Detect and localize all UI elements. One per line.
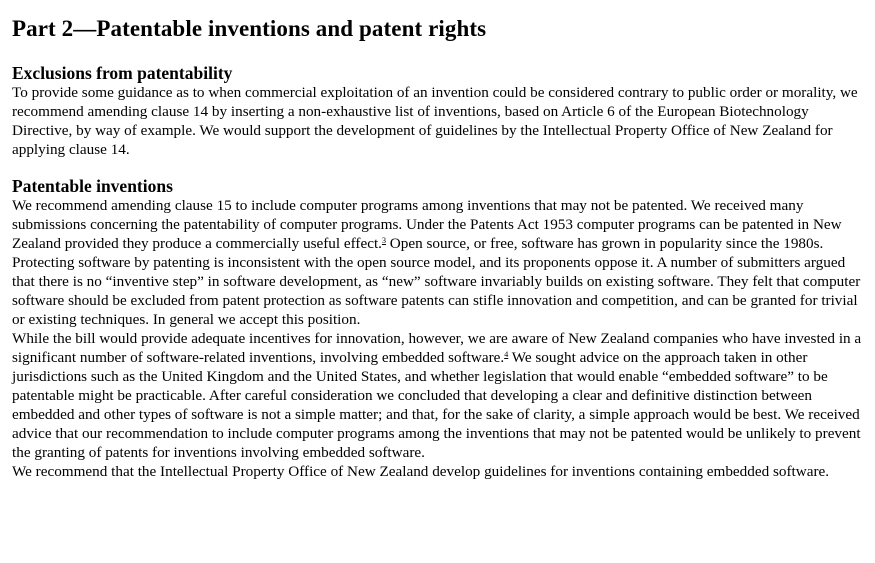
- paragraph: [12, 196, 868, 329]
- section-heading: Exclusions from patentability: [12, 63, 233, 83]
- document-page: [12, 0, 868, 481]
- paragraph: [12, 329, 868, 462]
- paragraph-text: We sought advice on the approach taken in other jurisdictions such as the United Kingdom and the United States, and whether legislation that would enable “embedded software” to be patentable might be practicable. After careful consideration we concluded that developing a clear and definitive distinction between embedded and other types of software is not a simple matter; and that, for the sake of clarity, a simple approach would be best. We received advice that our recommendation to include computer programs among the inventions that may not be patented would be unlikely to prevent the granting of patents for inventions involving embedded software.: [12, 349, 861, 461]
- paragraph: To provide some guidance as to when commercial exploitation of an invention could be considered contrary to public order or morality, we recommend amending clause 14 by inserting a non-exhaustive list of inventions, based on Article 6 of the European Biotechnology Directive, by way of example. We would support the development of guidelines by the Intellectual Property Office of New Zealand for applying clause 14.: [12, 84, 858, 158]
- page-title: Part 2—Patentable inventions and patent rights: [12, 16, 487, 41]
- paragraph-text: While the bill would provide adequate incentives for innovation, however, we are aware of New Zealand companies who have invested in a significant number of software-related inventions, involving embedded software.: [12, 330, 862, 366]
- footnote-link[interactable]: 3: [381, 236, 386, 245]
- paragraph-text: We recommend amending clause 15 to include computer programs among inventions that may not be patented. We received many submissions concerning the patentability of computer programs. Under the Patents Act 1953 computer programs can be patented in New Zealand provided they produce a commercially useful effect.: [12, 197, 842, 252]
- footnote-link[interactable]: 4: [504, 350, 509, 359]
- section-exclusions: [12, 63, 868, 159]
- section-patentable-inventions: [12, 176, 868, 481]
- paragraph-text: Open source, or free, software has grown in popularity since the 1980s. Protecting software by patenting is inconsistent with the open source model, and its proponents oppose it. A number of submitters argued that there is no “inventive step” in software development, as “new” software invariably builds on existing software. They felt that computer software should be excluded from patent protection as software patents can stifle innovation and competition, and can be granted for trivial or existing techniques. In general we accept this position.: [12, 235, 861, 328]
- section-heading: Patentable inventions: [12, 176, 173, 196]
- paragraph: We recommend that the Intellectual Property Office of New Zealand develop guidelines for inventions containing embedded software.: [12, 463, 830, 480]
